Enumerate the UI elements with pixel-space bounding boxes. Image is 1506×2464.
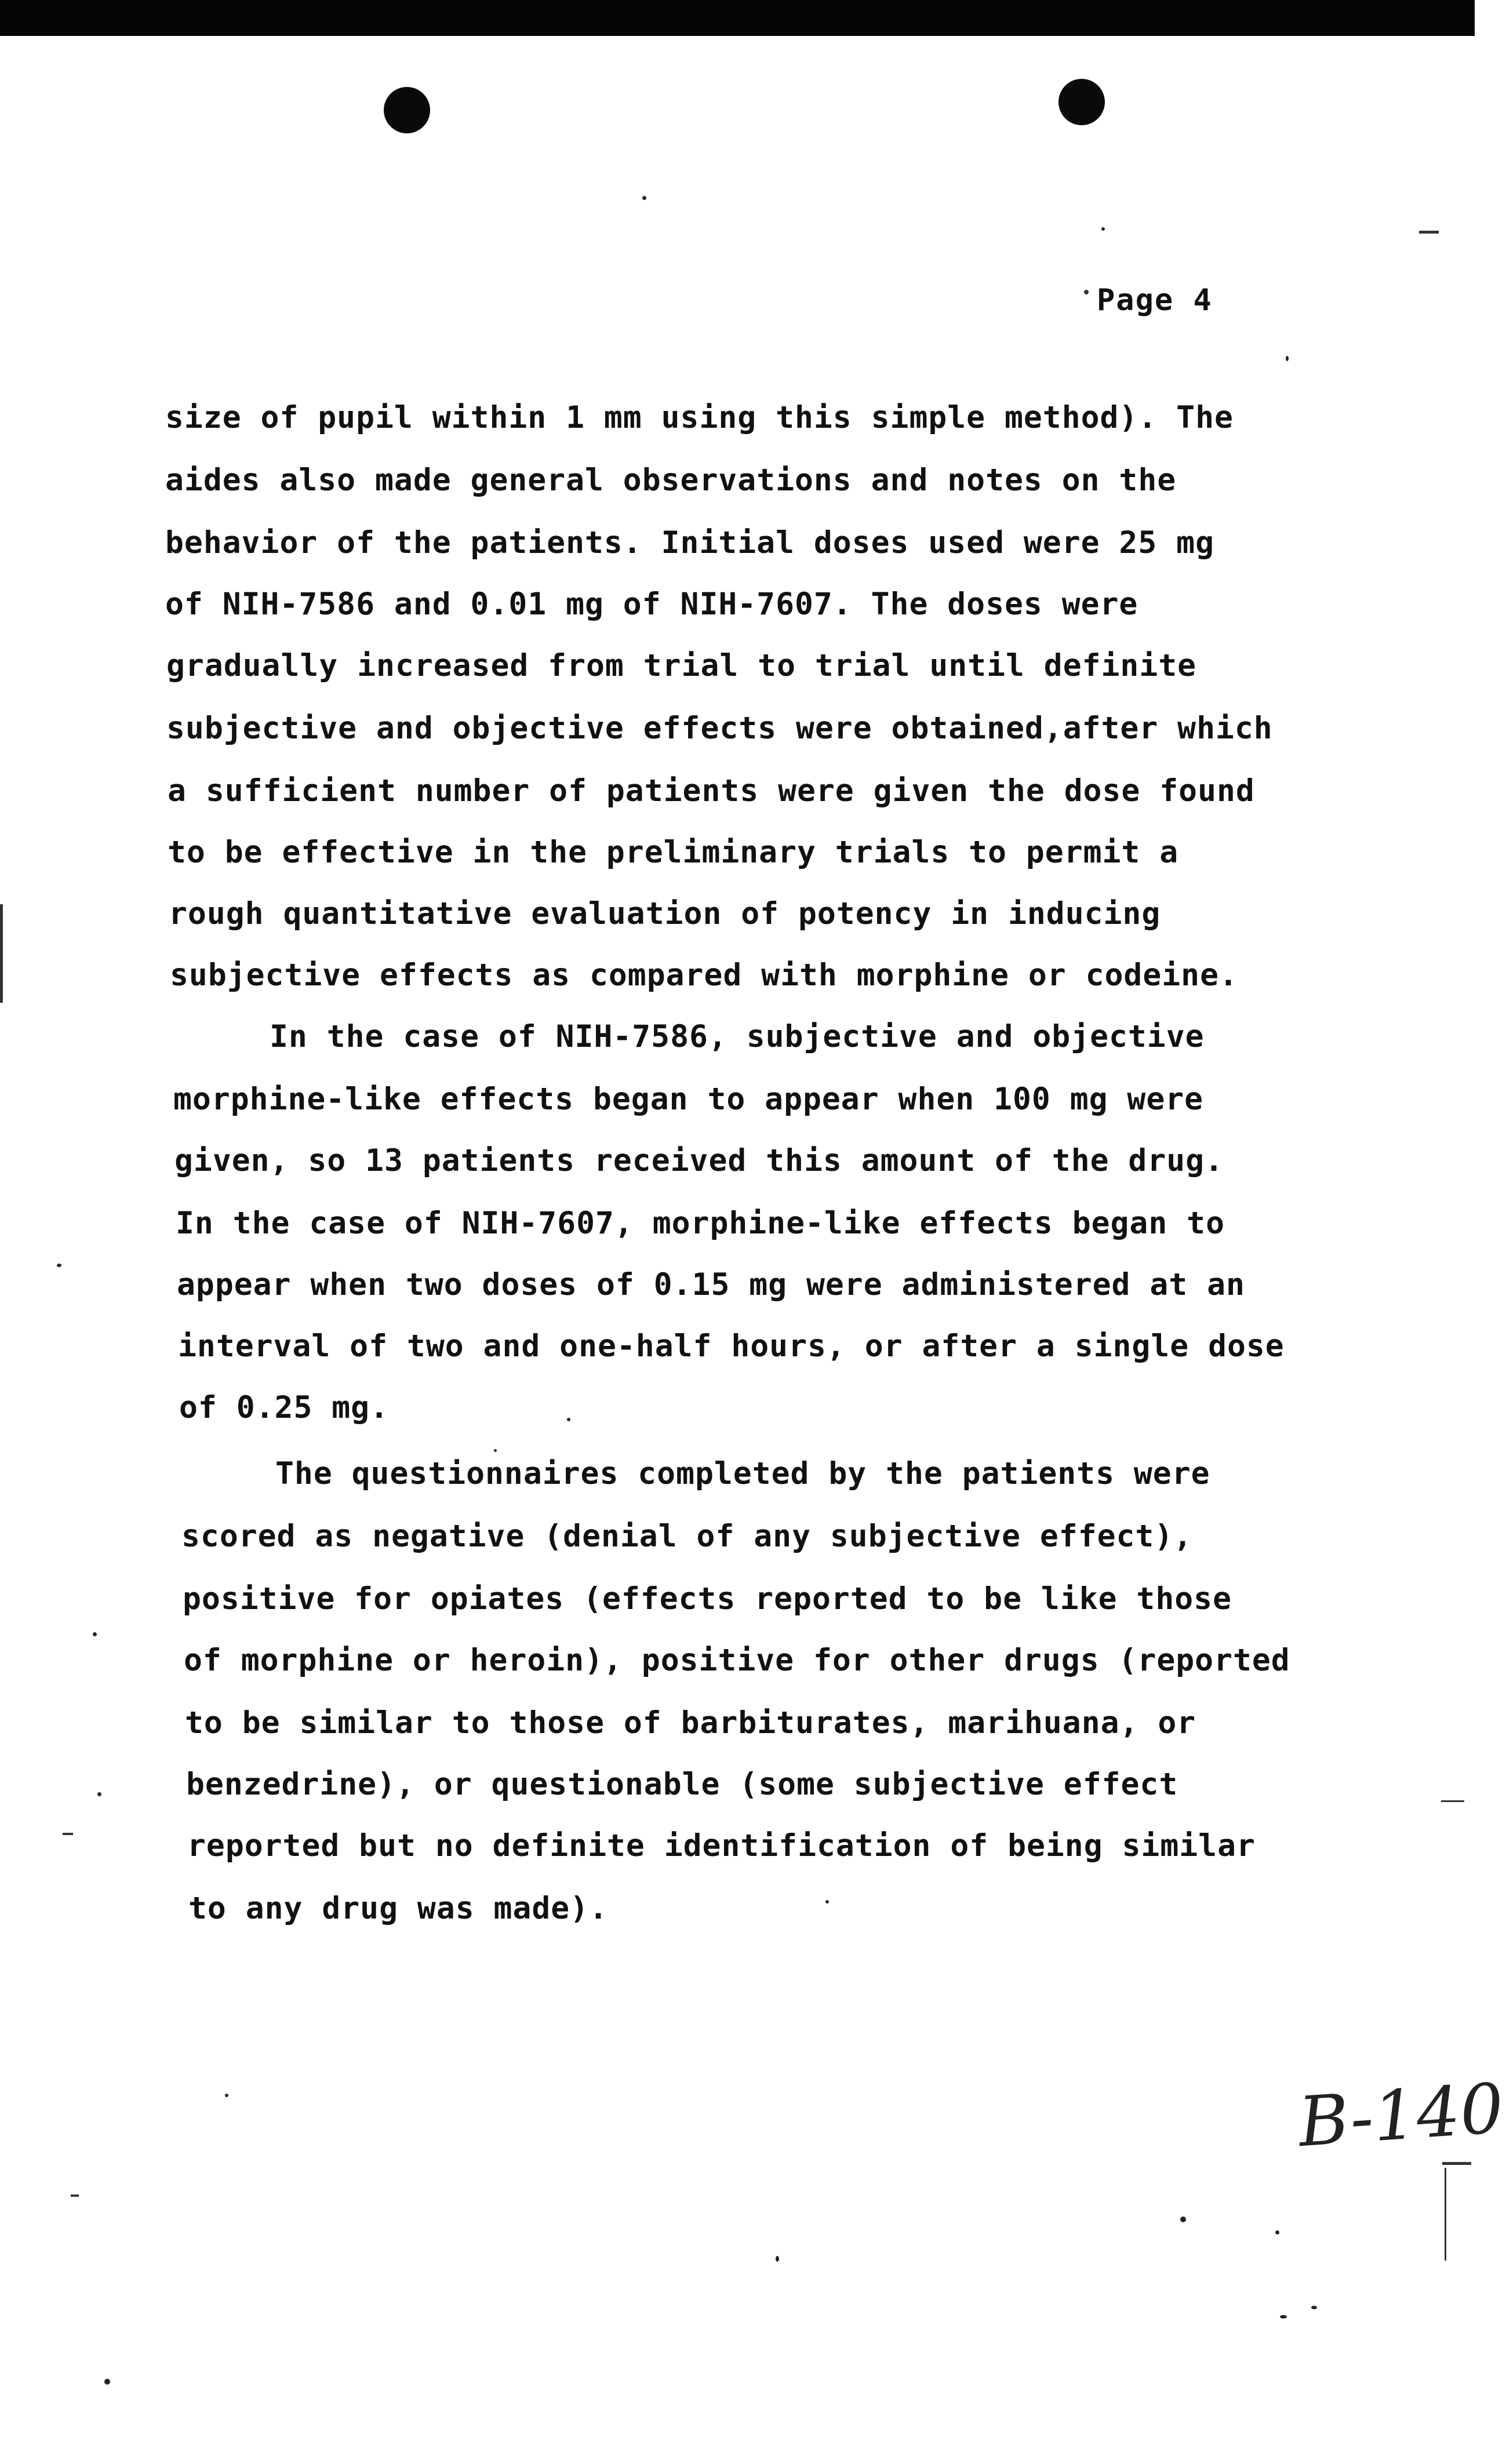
scan-speck — [825, 1900, 829, 1903]
scan-edge-mark — [0, 904, 3, 1003]
scan-speck — [97, 1792, 101, 1796]
body-line: aides also made general observations and notes on the — [165, 463, 1177, 498]
scan-speck — [494, 1449, 497, 1452]
scan-edge-mark — [1419, 231, 1439, 234]
scan-speck — [567, 1418, 570, 1421]
body-line: size of pupil within 1 mm using this simple method). The — [165, 400, 1234, 435]
body-line: scored as negative (denial of any subjective effect), — [181, 1519, 1193, 1554]
body-line: to any drug was made). — [188, 1891, 608, 1926]
body-line: In the case of NIH-7607, morphine-like effects began to — [176, 1206, 1225, 1241]
body-line: rough quantitative evaluation of potency in inducing — [169, 896, 1161, 931]
body-line: to be similar to those of barbiturates, marihuana, or — [185, 1705, 1196, 1741]
body-line: morphine-like effects began to appear when 100 mg were — [173, 1082, 1204, 1117]
body-line: given, so 13 patients received this amount of the drug. — [174, 1143, 1224, 1178]
handwritten-document-code: B-140 — [1296, 2068, 1506, 2163]
scan-speck — [57, 1264, 61, 1267]
scan-speck — [1280, 2315, 1287, 2319]
scan-speck — [642, 196, 646, 200]
body-line: of 0.25 mg. — [179, 1390, 389, 1425]
body-line: benzedrine), or questionable (some subjective effect — [186, 1767, 1178, 1802]
scan-speck — [776, 2256, 779, 2262]
body-line: of NIH-7586 and 0.01 mg of NIH-7607. The doses were — [165, 587, 1138, 622]
scan-edge-mark — [1445, 2168, 1446, 2261]
body-line: behavior of the patients. Initial doses used were 25 mg — [165, 525, 1214, 561]
punch-hole-right — [1058, 79, 1105, 125]
body-line: positive for opiates (effects reported to be like those — [183, 1581, 1232, 1617]
punch-hole-left — [384, 87, 430, 133]
page-number-tick — [1084, 290, 1089, 294]
scan-speck — [1286, 356, 1289, 361]
body-line: In the case of NIH-7586, subjective and objective — [270, 1019, 1205, 1054]
body-line: to be effective in the preliminary trials to permit a — [168, 835, 1179, 870]
body-line: The questionnaires completed by the patients were — [275, 1456, 1210, 1491]
scan-speck — [1311, 2306, 1317, 2309]
body-line: subjective and objective effects were obtained,after which — [166, 711, 1273, 746]
body-line: of morphine or heroin), positive for other drugs (reported — [184, 1643, 1290, 1678]
page-number: Page 4 — [1097, 283, 1213, 318]
scan-speck — [104, 2379, 110, 2385]
body-line: subjective effects as compared with morphine or codeine. — [170, 958, 1238, 993]
scan-speck — [1180, 2216, 1186, 2222]
scan-edge-mark — [63, 1833, 73, 1835]
scan-top-border — [0, 0, 1475, 36]
body-line: interval of two and one-half hours, or after a single dose — [178, 1329, 1285, 1364]
body-line: reported but no definite identification of being similar — [187, 1828, 1256, 1864]
scan-edge-mark — [1442, 2162, 1471, 2165]
body-line: appear when two doses of 0.15 mg were administered at an — [177, 1267, 1245, 1302]
body-line: a sufficient number of patients were given the dose found — [168, 773, 1255, 809]
scan-edge-mark — [71, 2194, 79, 2197]
scan-edge-mark — [1441, 1800, 1464, 1802]
scan-speck — [225, 2094, 228, 2097]
scan-speck — [1101, 227, 1105, 231]
scan-speck — [1275, 2230, 1279, 2234]
scan-speck — [93, 1632, 97, 1636]
body-line: gradually increased from trial to trial until definite — [166, 648, 1197, 683]
